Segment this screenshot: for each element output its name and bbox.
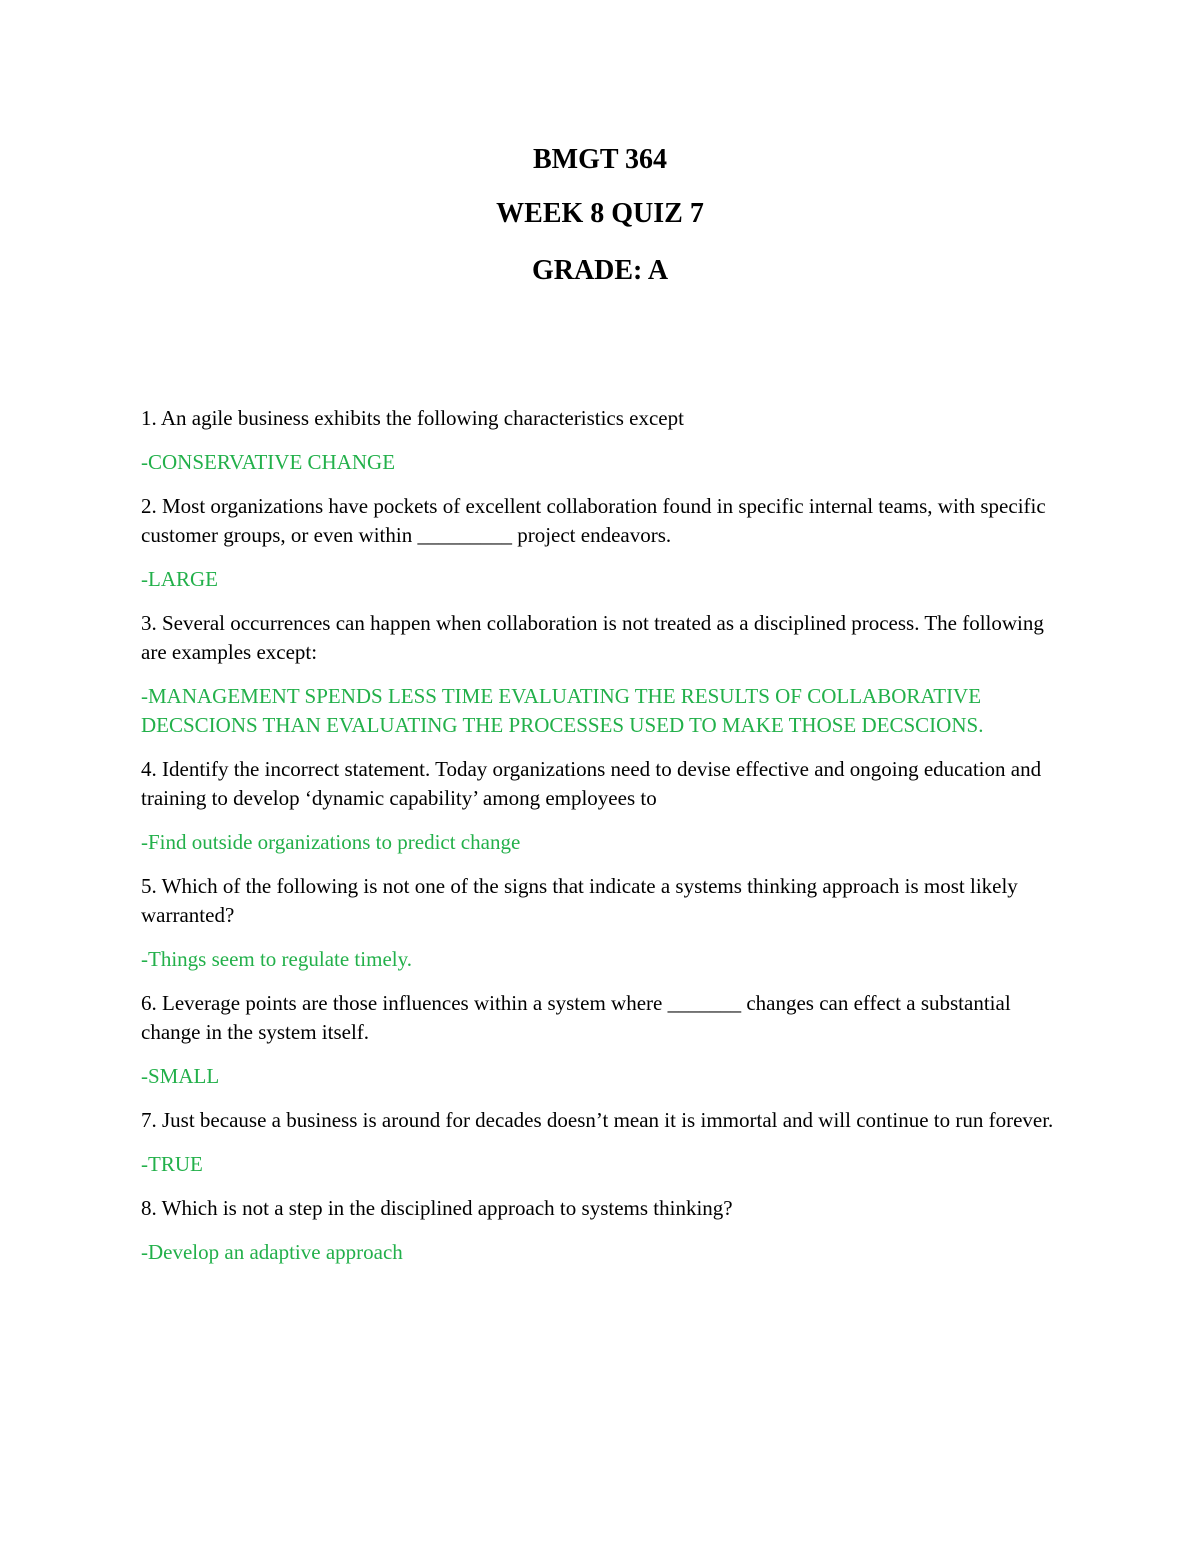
question-7: 7. Just because a business is around for decades doesn’t mean it is immortal and will continue to run forever. xyxy=(141,1108,1054,1132)
quiz-content xyxy=(141,404,1071,1282)
question-2: 2. Most organizations have pockets of excellent collaboration found in specific internal teams, with specific customer groups, or even within _________ project endeavors. xyxy=(141,494,1046,547)
answer-3: -MANAGEMENT SPENDS LESS TIME EVALUATING THE RESULTS OF COLLABORATIVE DECSCIONS THAN EVALUATING THE PROCESSES USED TO MAKE THOSE DECSCIONS. xyxy=(141,684,984,737)
grade-title: GRADE: A xyxy=(531,255,669,286)
quiz-title: WEEK 8 QUIZ 7 xyxy=(496,198,704,229)
answer-6: -SMALL xyxy=(141,1064,220,1088)
question-1: 1. An agile business exhibits the following characteristics except xyxy=(141,406,684,430)
question-6: 6. Leverage points are those influences within a system where _______ changes can effect a substantial change in the system itself. xyxy=(141,991,1011,1044)
answer-7: -TRUE xyxy=(141,1152,203,1176)
question-5: 5. Which of the following is not one of the signs that indicate a systems thinking approach is most likely warranted? xyxy=(141,874,1018,927)
course-title: BMGT 364 xyxy=(532,144,668,175)
answer-2: -LARGE xyxy=(141,567,218,591)
question-3: 3. Several occurrences can happen when collaboration is not treated as a disciplined process. The following are examples except: xyxy=(141,611,1044,664)
answer-8: -Develop an adaptive approach xyxy=(141,1240,403,1264)
answer-5: -Things seem to regulate timely. xyxy=(141,947,412,971)
question-4: 4. Identify the incorrect statement. Today organizations need to devise effective and ongoing education and training to develop ‘dynamic capability’ among employees to xyxy=(141,757,1042,810)
answer-4: -Find outside organizations to predict change xyxy=(141,830,521,854)
answer-1: -CONSERVATIVE CHANGE xyxy=(141,450,396,474)
question-8: 8. Which is not a step in the disciplined approach to systems thinking? xyxy=(141,1196,733,1220)
